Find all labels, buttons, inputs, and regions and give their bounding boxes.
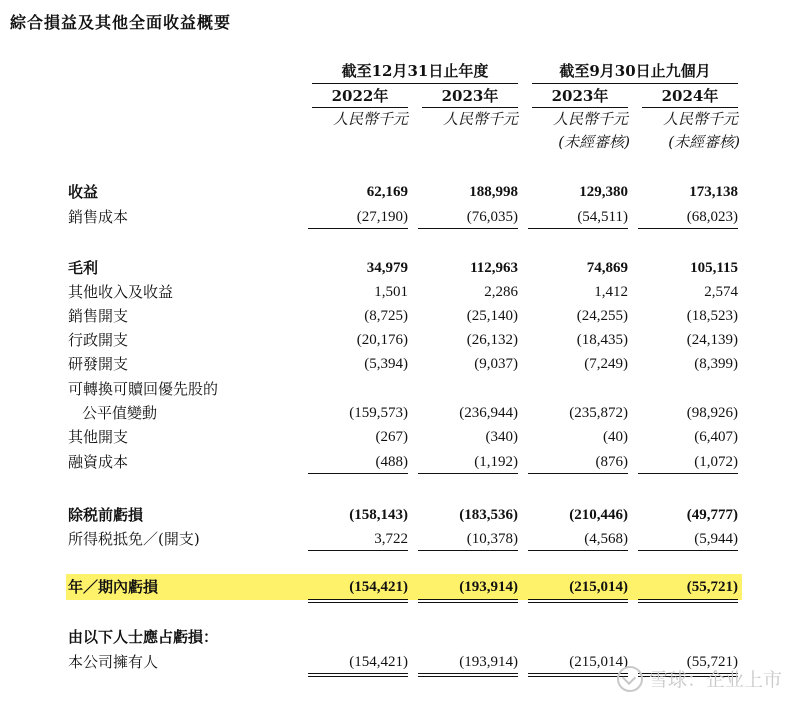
row-value: (40)	[603, 429, 628, 445]
col-year-2: 2023年	[422, 85, 518, 108]
row-value: (18,435)	[576, 332, 628, 348]
row-label: 年／期內虧損	[68, 578, 159, 596]
row-value: (25,140)	[466, 308, 518, 324]
row-value: (26,132)	[466, 332, 518, 348]
row-value: (54,511)	[577, 209, 628, 225]
row-value: 34,979	[366, 260, 408, 276]
row-value: 2,574	[704, 284, 738, 300]
table-row	[0, 328, 800, 352]
row-value: (193,914)	[459, 654, 518, 670]
row-label: 除税前虧損	[68, 506, 144, 524]
underline-rule	[308, 599, 408, 600]
table-row	[0, 625, 800, 649]
row-label: 融資成本	[68, 453, 129, 471]
underline-rule	[528, 550, 628, 551]
row-value: 188,998	[469, 184, 518, 200]
underline-rule	[418, 473, 518, 474]
underline-rule	[528, 599, 628, 600]
row-value: (49,777)	[686, 507, 738, 523]
row-label: 毛利	[68, 259, 99, 277]
col-year-4: 2024年	[642, 85, 738, 108]
col-year-3: 2023年	[532, 85, 628, 108]
row-value: (488)	[375, 454, 408, 470]
table-row	[0, 256, 800, 280]
row-label: 銷售成本	[68, 208, 129, 226]
row-value: 2,286	[484, 284, 518, 300]
underline-rule	[528, 228, 628, 229]
row-value: 3,722	[374, 531, 408, 547]
table-row	[0, 450, 800, 474]
row-label: 由以下人士應占虧損：	[68, 628, 219, 646]
row-label: 本公司擁有人	[68, 653, 159, 671]
row-value: (24,255)	[576, 308, 628, 324]
col-year-1: 2022年	[312, 85, 408, 108]
table-row	[0, 575, 800, 599]
underline-rule	[638, 550, 738, 551]
watermark	[617, 665, 782, 692]
underline-rule	[308, 602, 408, 603]
row-value: (55,721)	[686, 654, 738, 670]
row-value: (215,014)	[569, 579, 628, 595]
row-value: (210,446)	[569, 507, 628, 523]
row-value: (340)	[485, 429, 518, 445]
row-value: (9,037)	[474, 356, 518, 372]
row-value: 62,169	[366, 184, 408, 200]
underline-rule	[418, 673, 518, 674]
row-value: (5,944)	[694, 531, 738, 547]
row-value: 112,963	[470, 260, 518, 276]
col-unit-2: 人民幣千元	[442, 110, 518, 128]
row-label: 研發開支	[68, 355, 129, 373]
table-row	[0, 425, 800, 449]
row-value: (215,014)	[569, 654, 628, 670]
table-row	[0, 527, 800, 551]
underline-rule	[418, 599, 518, 600]
row-value: 129,380	[579, 184, 628, 200]
underline-rule	[638, 602, 738, 603]
row-label: 公平值變動	[82, 404, 158, 422]
row-value: (154,421)	[349, 579, 408, 595]
col-note-4: (未經審核)	[668, 133, 740, 151]
row-value: (267)	[375, 429, 408, 445]
page-title: 綜合損益及其他全面收益概要	[10, 13, 232, 32]
underline-rule	[418, 228, 518, 229]
row-value: (98,926)	[686, 405, 738, 421]
row-value: (55,721)	[686, 579, 738, 595]
row-value: (7,249)	[584, 356, 628, 372]
row-value: (876)	[595, 454, 628, 470]
underline-rule	[308, 550, 408, 551]
underline-rule	[308, 676, 408, 677]
row-value: (193,914)	[459, 579, 518, 595]
row-value: 1,412	[594, 284, 628, 300]
row-label: 收益	[68, 183, 99, 201]
row-value: (1,192)	[474, 454, 518, 470]
row-value: 105,115	[690, 260, 738, 276]
table-row	[0, 205, 800, 229]
row-value: (159,573)	[349, 405, 408, 421]
row-value: (20,176)	[356, 332, 408, 348]
snowball-logo-icon	[617, 666, 643, 692]
row-value: 173,138	[689, 184, 738, 200]
row-value: (76,035)	[466, 209, 518, 225]
row-value: (24,139)	[686, 332, 738, 348]
row-value: 74,869	[586, 260, 628, 276]
row-label: 行政開支	[68, 331, 129, 349]
row-value: (183,536)	[459, 507, 518, 523]
col-unit-3: 人民幣千元	[552, 110, 628, 128]
row-value: (4,568)	[584, 531, 628, 547]
underline-rule	[638, 473, 738, 474]
underline-rule	[418, 550, 518, 551]
row-value: (236,944)	[459, 405, 518, 421]
underline-rule	[528, 673, 628, 674]
row-value: (18,523)	[686, 308, 738, 324]
table-row	[0, 377, 800, 401]
table-row	[0, 503, 800, 527]
row-value: (6,407)	[694, 429, 738, 445]
annual-group-header: 截至12月31日止年度	[312, 60, 518, 84]
underline-rule	[528, 602, 628, 603]
table-row	[0, 352, 800, 376]
row-label: 其他收入及收益	[68, 283, 174, 301]
underline-rule	[308, 673, 408, 674]
row-value: (68,023)	[686, 209, 738, 225]
underline-rule	[528, 676, 628, 677]
row-label: 其他開支	[68, 428, 129, 446]
table-row	[0, 280, 800, 304]
row-value: (235,872)	[569, 405, 628, 421]
col-unit-1: 人民幣千元	[332, 110, 408, 128]
row-value: (8,725)	[364, 308, 408, 324]
row-value: 1,501	[374, 284, 408, 300]
col-unit-4: 人民幣千元	[662, 110, 738, 128]
row-value: (1,072)	[694, 454, 738, 470]
underline-rule	[308, 228, 408, 229]
table-row	[0, 180, 800, 204]
row-value: (8,399)	[694, 356, 738, 372]
underline-rule	[308, 473, 408, 474]
underline-rule	[418, 676, 518, 677]
row-value: (158,143)	[349, 507, 408, 523]
row-label: 可轉換可贖回優先股的	[68, 380, 219, 398]
row-value: (154,421)	[349, 654, 408, 670]
underline-rule	[418, 602, 518, 603]
col-note-3: (未經審核)	[558, 133, 630, 151]
watermark-text: 雪球：企业上市	[648, 669, 782, 691]
underline-rule	[528, 473, 628, 474]
row-value: (27,190)	[356, 209, 408, 225]
table-row	[0, 304, 800, 328]
underline-rule	[638, 599, 738, 600]
row-value: (10,378)	[466, 531, 518, 547]
row-label: 所得税抵免／(開支)	[68, 530, 200, 548]
row-label: 銷售開支	[68, 307, 129, 325]
row-value: (5,394)	[364, 356, 408, 372]
table-row	[0, 401, 800, 425]
underline-rule	[638, 228, 738, 229]
ninemonth-group-header: 截至9月30日止九個月	[532, 60, 738, 84]
